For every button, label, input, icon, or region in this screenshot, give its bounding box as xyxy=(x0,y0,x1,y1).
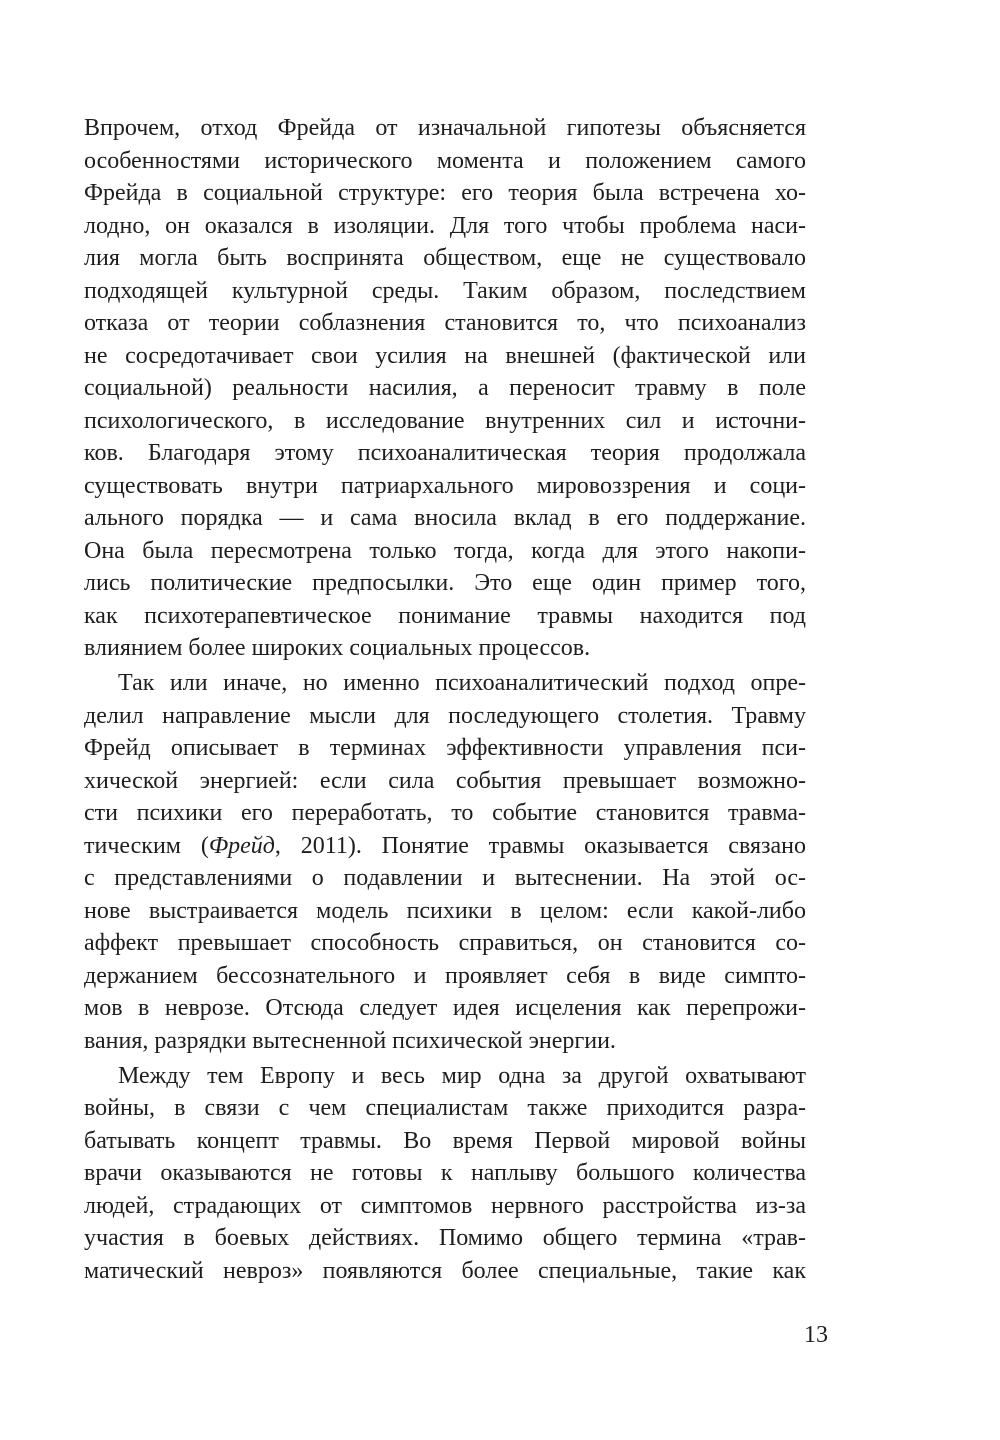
text-line: ков. Благодаря этому психоаналитическая теория продолжала xyxy=(84,440,806,466)
text-line: держанием бессознательного и проявляет себя в виде симпто- xyxy=(84,962,806,989)
text-line: матический невроз» появляются более специальные, такие как xyxy=(84,1257,806,1284)
paragraph-2 xyxy=(84,667,806,1057)
page-number: 13 xyxy=(804,1322,828,1348)
text-line: как психотерапевтическое понимание травмы находится под xyxy=(84,602,806,629)
text-line: Она была пересмотрена только тогда, когда для этого накопи- xyxy=(84,537,806,564)
text-line: сти психики его переработать, то событие становится травма- xyxy=(84,800,806,827)
text-line: Впрочем, отход Фрейда от изначальной гипотезы объясняется xyxy=(84,115,806,141)
text-line: хической энергией: если сила события превышает возможно- xyxy=(84,767,806,794)
text-line: батывать концепт травмы. Во время Первой мировой войны xyxy=(84,1127,806,1154)
text-line: делил направление мысли для последующего столетия. Травму xyxy=(84,702,806,729)
text-line: аффект превышает способность справиться, он становится со- xyxy=(84,930,806,957)
text-line: с представлениями о подавлении и вытеснении. На этой ос- xyxy=(84,865,806,892)
text-line: существовать внутри патриархального мировоззрения и соци- xyxy=(84,472,806,499)
text-line: Между тем Европу и весь мир одна за другой охватывают xyxy=(118,1062,806,1089)
text-line: участия в боевых действиях. Помимо общего термина «трав- xyxy=(84,1225,806,1252)
text-line: людей, страдающих от симптомов нервного расстройства из-за xyxy=(84,1192,806,1219)
text-line: подходящей культурной среды. Таким образом, последствием xyxy=(84,277,806,304)
text-line: вания, разрядки вытесненной психической энергии. xyxy=(84,1027,616,1054)
text-line: Фрейда в социальной структуре: его теория была встречена хо- xyxy=(84,180,806,206)
text-line: лия могла быть воспринята обществом, еще не существовало xyxy=(84,245,806,271)
body-text xyxy=(84,112,806,1287)
text-line: не сосредотачивает свои усилия на внешней (фактической или xyxy=(84,342,806,369)
text-line: влиянием более широких социальных процессов. xyxy=(84,635,591,661)
text-line: врачи оказываются не готовы к наплыву большого количества xyxy=(84,1160,806,1187)
text-line: социальной) реальности насилия, а переносит травму в поле xyxy=(84,375,806,401)
text-line: мов в неврозе. Отсюда следует идея исцеления как перепрожи- xyxy=(84,995,806,1022)
paragraph-3 xyxy=(84,1060,806,1288)
text-line: лись политические предпосылки. Это еще один пример того, xyxy=(84,570,806,596)
text-line: отказа от теории соблазнения становится то, что психоанализ xyxy=(84,310,806,336)
text-line: Фрейд описывает в терминах эффективности управления пси- xyxy=(84,735,806,762)
paragraph-1 xyxy=(84,112,806,665)
text-line: войны, в связи с чем специалистам также приходится разра- xyxy=(84,1095,806,1122)
text-line: ального порядка — и сама вносила вклад в его поддержание. xyxy=(84,505,806,531)
text-line: тическим (Фрейд, 2011). Понятие травмы оказывается связано xyxy=(84,832,806,859)
text-line: особенностями исторического момента и положением самого xyxy=(84,147,806,174)
text-line: Так или иначе, но именно психоаналитический подход опре- xyxy=(118,670,806,697)
text-line: психологического, в исследование внутренних сил и источни- xyxy=(84,407,806,434)
citation-author: Фрейд xyxy=(208,832,275,859)
text-line: нове выстраивается модель психики в целом: если какой-либо xyxy=(84,897,806,924)
text-line: лодно, он оказался в изоляции. Для того чтобы проблема наси- xyxy=(84,212,806,239)
